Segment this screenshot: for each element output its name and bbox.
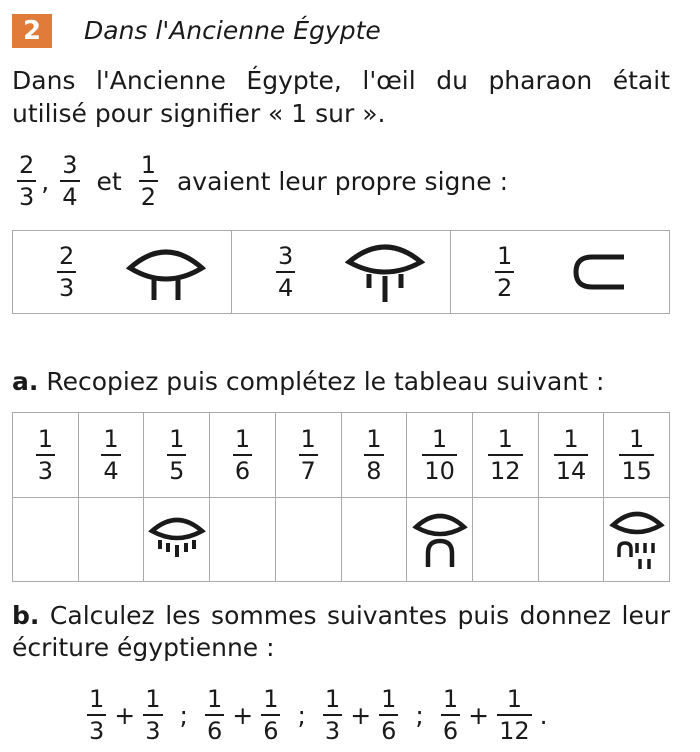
semicolon-separator: ; [297,700,306,730]
sum-3-term-b: $\frac{1}{6}$ [381,685,397,745]
sums-line [84,682,553,748]
plus-sign: + [468,700,490,730]
glyph-cell-fifteenth [604,498,669,582]
completion-table [12,412,670,582]
intro-paragraph: Dans l'Ancienne Égypte, l'œil du pharaon était utilisé pour signifier « 1 sur ». [12,66,670,128]
empty-glyph-cell [210,498,276,582]
empty-glyph-cell [342,498,408,582]
fraction-cell: $\frac{1}{4}$ [79,413,145,497]
question-a [12,366,604,398]
fraction-cell: $\frac{1}{7}$ [276,413,342,497]
fraction-cell: $\frac{1}{10}$ [407,413,473,497]
empty-glyph-cell [79,498,145,582]
exercise-number-badge: 2 [12,14,52,48]
fraction-two-thirds: $\frac{2}{3}$ [19,151,35,211]
plus-sign: + [232,700,254,730]
fraction-cell: $\frac{1}{15}$ [621,425,652,485]
eye-three-strokes-icon [345,240,425,304]
eye-with-ten-sign-icon [411,509,469,571]
question-a-text: Recopiez puis complétez le tableau suivant : [46,367,605,396]
plus-sign: + [114,700,136,730]
word-et: et [96,166,122,196]
semicolon-separator: ; [415,700,424,730]
sum-1-term-b: $\frac{1}{3}$ [145,685,161,745]
question-b [12,600,670,664]
empty-glyph-cell [276,498,342,582]
empty-glyph-cell [13,498,79,582]
glyph-cell-fifth [144,498,210,582]
fraction-label: $\frac{3}{4}$ [278,242,294,302]
eye-two-strokes-icon [126,242,206,302]
glyphs-row [13,498,669,582]
sum-2-term-b: $\frac{1}{6}$ [263,685,279,745]
fraction-three-quarters: $\frac{3}{4}$ [62,151,78,211]
semicolon-separator: ; [179,700,188,730]
fraction-cell: $\frac{1}{6}$ [210,413,276,497]
fraction-cell: $\frac{1}{14}$ [539,413,605,497]
eye-with-five-strokes-icon [146,513,208,567]
sign-cell-one-half [451,231,669,313]
special-fractions-line [12,148,514,214]
half-glyph-icon [564,247,634,297]
fraction-one-half: $\frac{1}{2}$ [140,151,156,211]
special-tail-text: avaient leur propre signe : [176,166,508,196]
comma-separator: , [41,166,50,196]
eye-with-ten-and-five-strokes-icon [607,507,667,573]
plus-sign: + [350,700,372,730]
sum-1-term-a: $\frac{1}{3}$ [89,685,105,745]
fractions-row [13,413,669,498]
sum-2-term-a: $\frac{1}{6}$ [206,685,223,745]
sign-cell-two-thirds [13,231,232,313]
exercise-title: Dans l'Ancienne Égypte [84,16,381,45]
question-b-text: Calculez les sommes suivantes puis donnez leur écriture égyptienne : [12,601,670,662]
sum-4-term-a: $\frac{1}{6}$ [442,685,459,745]
fraction-cell: $\frac{1}{8}$ [342,413,408,497]
fraction-label: $\frac{2}{3}$ [59,242,75,302]
question-b-label: b. [12,601,40,630]
special-signs-table [12,230,670,314]
sum-3-term-a: $\frac{1}{3}$ [324,685,341,745]
empty-glyph-cell [539,498,605,582]
question-a-label: a. [12,367,39,396]
fraction-cell: $\frac{1}{5}$ [144,413,210,497]
fraction-label: $\frac{1}{2}$ [497,242,513,302]
fraction-cell: $\frac{1}{12}$ [473,413,539,497]
glyph-cell-tenth [407,498,473,582]
sign-cell-three-quarters [232,231,451,313]
sum-4-term-b: $\frac{1}{12}$ [499,685,530,745]
empty-glyph-cell [473,498,539,582]
fraction-cell: $\frac{1}{3}$ [13,413,79,497]
final-period: . [539,700,548,730]
